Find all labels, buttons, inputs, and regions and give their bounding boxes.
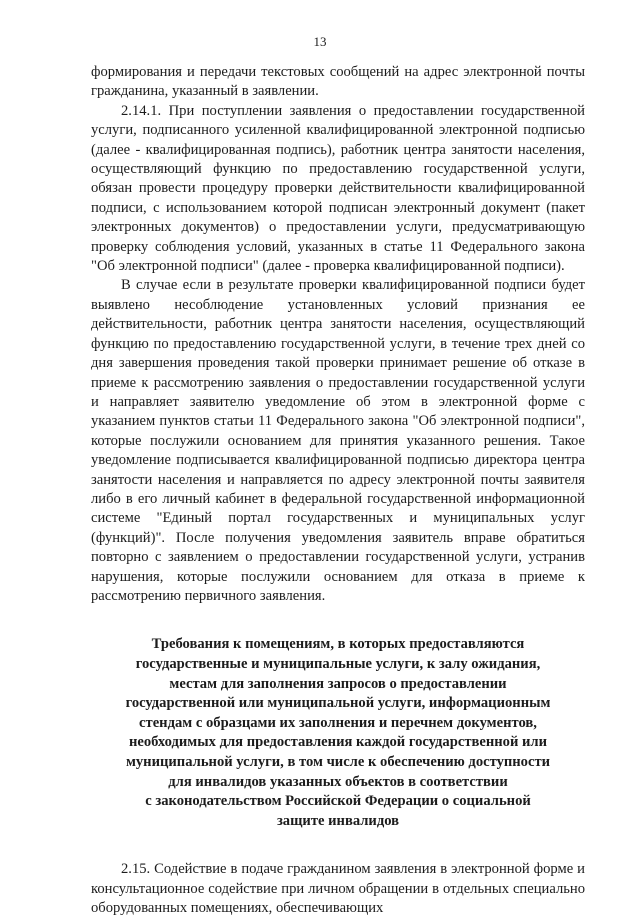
heading-line: необходимых для предоставления каждой государственной или (128, 734, 548, 751)
heading-line: государственные и муниципальные услуги, к залу ожидания, (135, 655, 541, 672)
heading-line: Требования к помещениям, в которых предоставляются (151, 636, 525, 653)
heading-line: для инвалидов указанных объектов в соответствии (168, 773, 508, 790)
paragraph-continuation: формирования и передачи текстовых сообщений на адрес электронной почты гражданина, указанный в заявлении. (91, 64, 585, 100)
section-heading (91, 635, 585, 831)
document-body (91, 63, 585, 919)
heading-line: государственной или муниципальной услуги, информационным (125, 695, 551, 712)
heading-line: с законодательством Российской Федерации о социальной (145, 793, 531, 810)
paragraph-signature-check-failure: В случае если в результате проверки квалифицированной подписи будет выявлено несоблюдение установленных условий признания ее действительности, работник центра занятости населения, осуществляющий функцию по предоставлению государственной услуги, в течение трех дней со дня завершения проведения такой проверки принимает решение об отказе в приеме к рассмотрению заявления о предоставлении государственной услуги и направляет заявителю уведомление об этом в электронной форме с указанием пунктов статьи 11 Федерального закона "Об электронной подписи", которые послужили основанием для принятия указанного решения. Такое уведомление подписывается квалифицированной подписью директора центра занятости населения и направляется по адресу электронной почты заявителя либо в его личный кабинет в федеральной государственной информационной системе "Единый портал государственных и муниципальных услуг (функций)". После получения уведомления заявитель вправе обратиться повторно с заявлением о предоставлении государственной услуги, устранив нарушения, которые послужили основанием для отказа в приеме к рассмотрению первичного заявления. (91, 277, 585, 604)
heading-line: муниципальной услуги, в том числе к обеспечению доступности (125, 753, 551, 770)
page-number: 13 (313, 34, 327, 49)
heading-line: стендам с образцами их заполнения и перечнем документов, (139, 714, 537, 731)
paragraph-2-15: 2.15. Содействие в подаче гражданином заявления в электронной форме и консультационное содействие при личном обращении в отдельных специально оборудованных помещениях, обеспечивающих (91, 861, 585, 917)
heading-line: защите инвалидов (276, 812, 400, 829)
paragraph-2-14-1: 2.14.1. При поступлении заявления о предоставлении государственной услуги, подписанного усиленной квалифицированной электронной подписью (далее - квалифицированная подпись), работник центра занятости населения, осуществляющий функцию по предоставлению государственной услуги, обязан провести процедуру проверки действительности квалифицированной подписи, с использованием которой подписан электронный документ (пакет электронных документов) о предоставлении услуги, предусматривающую проверку соблюдения условий, указанных в статье 11 Федерального закона "Об электронной подписи" (далее - проверка квалифицированной подписи). (91, 102, 585, 275)
heading-line: местам для заполнения запросов о предоставлении (169, 675, 507, 692)
